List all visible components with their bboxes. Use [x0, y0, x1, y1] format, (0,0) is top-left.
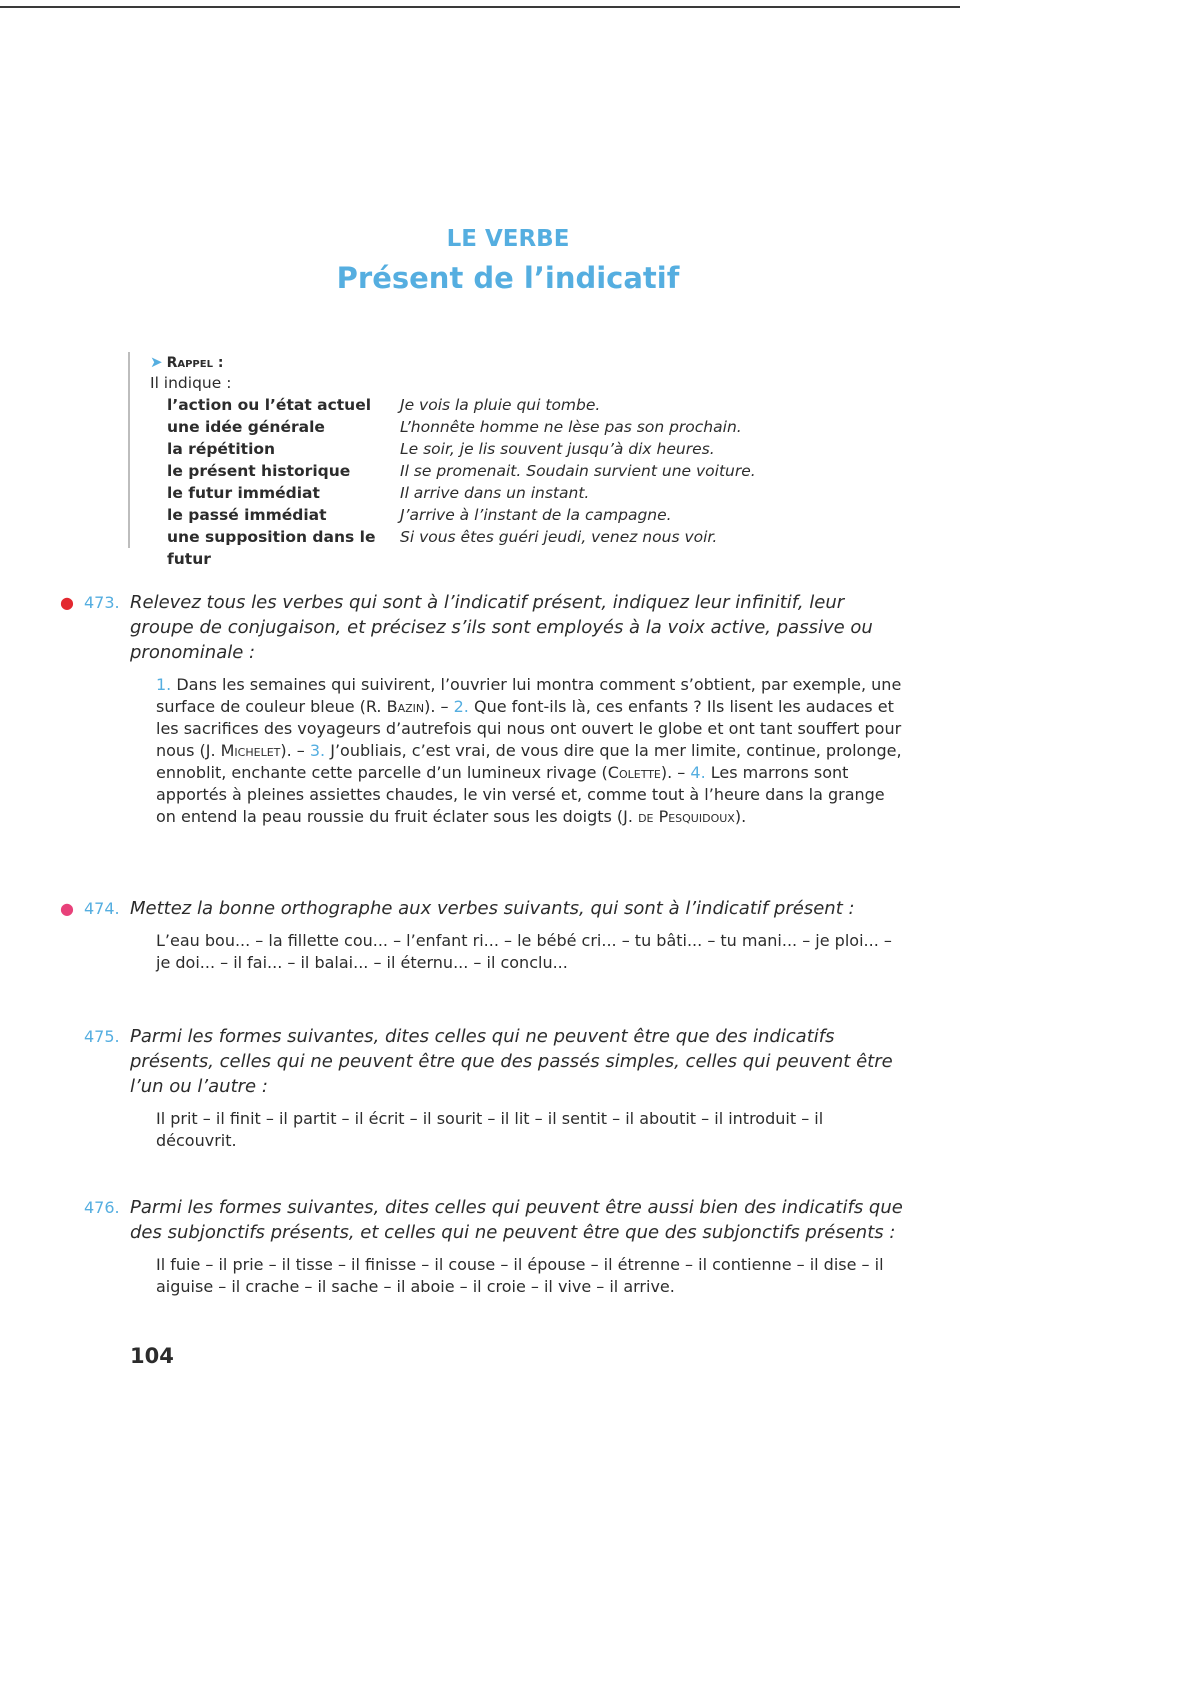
usage-example: Le soir, je lis souvent jusqu’à dix heures. — [400, 440, 715, 458]
instruction-text: Mettez la bonne orthographe aux verbes suivants, qui sont à l’indicatif présent : — [130, 898, 855, 919]
bullet-icon: ● — [60, 593, 74, 612]
exercise-text: 1. Dans les semaines qui suivirent, l’ouvrier lui montra comment s’obtient, par exemple, une surface de couleur bleue (R. Bazin). – 2. Que font-ils là, ces enfants ? Ils lisent les audaces et les sacrifices des voyageurs d’autrefois qui nous ont ouvert le globe et ont tant souffert pour nous (J. Michelet). – 3. J’oubliais, c’est vrai, de vous dire que la mer limite, continue, prolonge, ennoblit, enchante cette parcelle d’un lumineux rivage (Colette). – 4. Les marrons sont apportés à pleines assiettes chaudes, le vin versé et, comme tout à l’heure dans la grange on entend la peau roussie du fruit éclater sous les doigts (J. de Pesquidoux). — [156, 675, 902, 826]
usage-term: la répétition — [167, 440, 276, 458]
author: Bazin — [386, 697, 425, 716]
usage-term: une supposition dans le futur — [167, 528, 376, 568]
exercise-number: 476. — [84, 1198, 120, 1217]
usage-example: Si vous êtes guéri jeudi, venez nous voir. — [400, 528, 718, 546]
usage-example: Il arrive dans un instant. — [400, 484, 590, 502]
instruction-text: Parmi les formes suivantes, dites celles qui ne peuvent être que des indicatifs présents, celles qui ne peuvent être que des passés simples, celles qui peuvent être l’un ou l’autre : — [130, 1026, 893, 1097]
usage-row — [150, 416, 808, 438]
usage-example: J’arrive à l’instant de la campagne. — [400, 506, 672, 524]
exercise-instruction — [60, 896, 905, 921]
exercise-text: Il fuie – il prie – il tisse – il finisse – il couse – il épouse – il étrenne – il contienne – il dise – il aiguise – il crache – il sache – il aboie – il croie – il vive – il arrive. — [156, 1255, 884, 1296]
usage-term: le passé immédiat — [167, 506, 327, 524]
author: Colette — [607, 763, 661, 782]
usage-term: le présent historique — [167, 462, 351, 480]
instruction-text: Relevez tous les verbes qui sont à l’indicatif présent, indiquez leur infinitif, leur groupe de conjugaison, et précisez s’ils sont employés à la voix active, passive ou pronominale : — [130, 592, 873, 663]
exercise-instruction — [60, 1024, 905, 1099]
usage-row — [150, 526, 808, 570]
usage-example: L’honnête homme ne lèse pas son prochain. — [400, 418, 742, 436]
sentence-number: 1. — [156, 675, 172, 694]
usage-example: Je vois la pluie qui tombe. — [400, 396, 601, 414]
rappel-box — [128, 352, 808, 568]
exercise-text: Il prit – il finit – il partit – il écrit – il sourit – il lit – il sentit – il aboutit – il introduit – il découvrit. — [156, 1109, 824, 1150]
usage-list — [150, 394, 808, 570]
usage-term: une idée générale — [167, 418, 325, 436]
usage-row — [150, 504, 808, 526]
usage-term: l’action ou l’état actuel — [167, 396, 372, 414]
usage-row — [150, 438, 808, 460]
usage-row — [150, 394, 808, 416]
rappel-heading: ➤ Rappel : — [150, 353, 224, 371]
bullet-icon: ● — [60, 899, 74, 918]
instruction-text: Parmi les formes suivantes, dites celles qui peuvent être aussi bien des indicatifs que des subjonctifs présents, et celles qui ne peuvent être que des subjonctifs présents : — [130, 1197, 903, 1243]
exercise-instruction — [60, 590, 905, 665]
rappel-intro: Il indique : — [150, 374, 232, 392]
top-rule — [0, 6, 960, 8]
author: Michelet — [220, 741, 281, 760]
sentence-number: 2. — [453, 697, 469, 716]
exercise-number: 474. — [84, 899, 120, 918]
arrow-icon: ➤ — [150, 353, 163, 371]
sentence-number: 4. — [690, 763, 706, 782]
usage-row — [150, 482, 808, 504]
sentence-number: 3. — [309, 741, 326, 760]
usage-term: le futur immédiat — [167, 484, 320, 502]
exercise-476 — [60, 1195, 905, 1298]
section-title: Présent de l’indicatif — [336, 261, 680, 295]
usage-example: Il se promenait. Soudain survient une voiture. — [400, 462, 756, 480]
exercise-number: 475. — [84, 1027, 120, 1046]
chapter-title: LE VERBE — [446, 226, 570, 252]
exercise-number: 473. — [84, 593, 120, 612]
page-number: 104 — [130, 1344, 174, 1368]
exercise-474 — [60, 896, 905, 974]
author: de Pesquidoux — [638, 807, 735, 826]
exercise-475 — [60, 1024, 905, 1152]
exercise-instruction — [60, 1195, 905, 1245]
exercise-text: L’eau bou... – la fillette cou... – l’enfant ri... – le bébé cri... – tu bâti... – tu mani... – je ploi... – je doi... – il fai... – il balai... – il éternu... – il conclu... — [156, 931, 892, 972]
usage-row — [150, 460, 808, 482]
exercise-473 — [60, 590, 905, 828]
